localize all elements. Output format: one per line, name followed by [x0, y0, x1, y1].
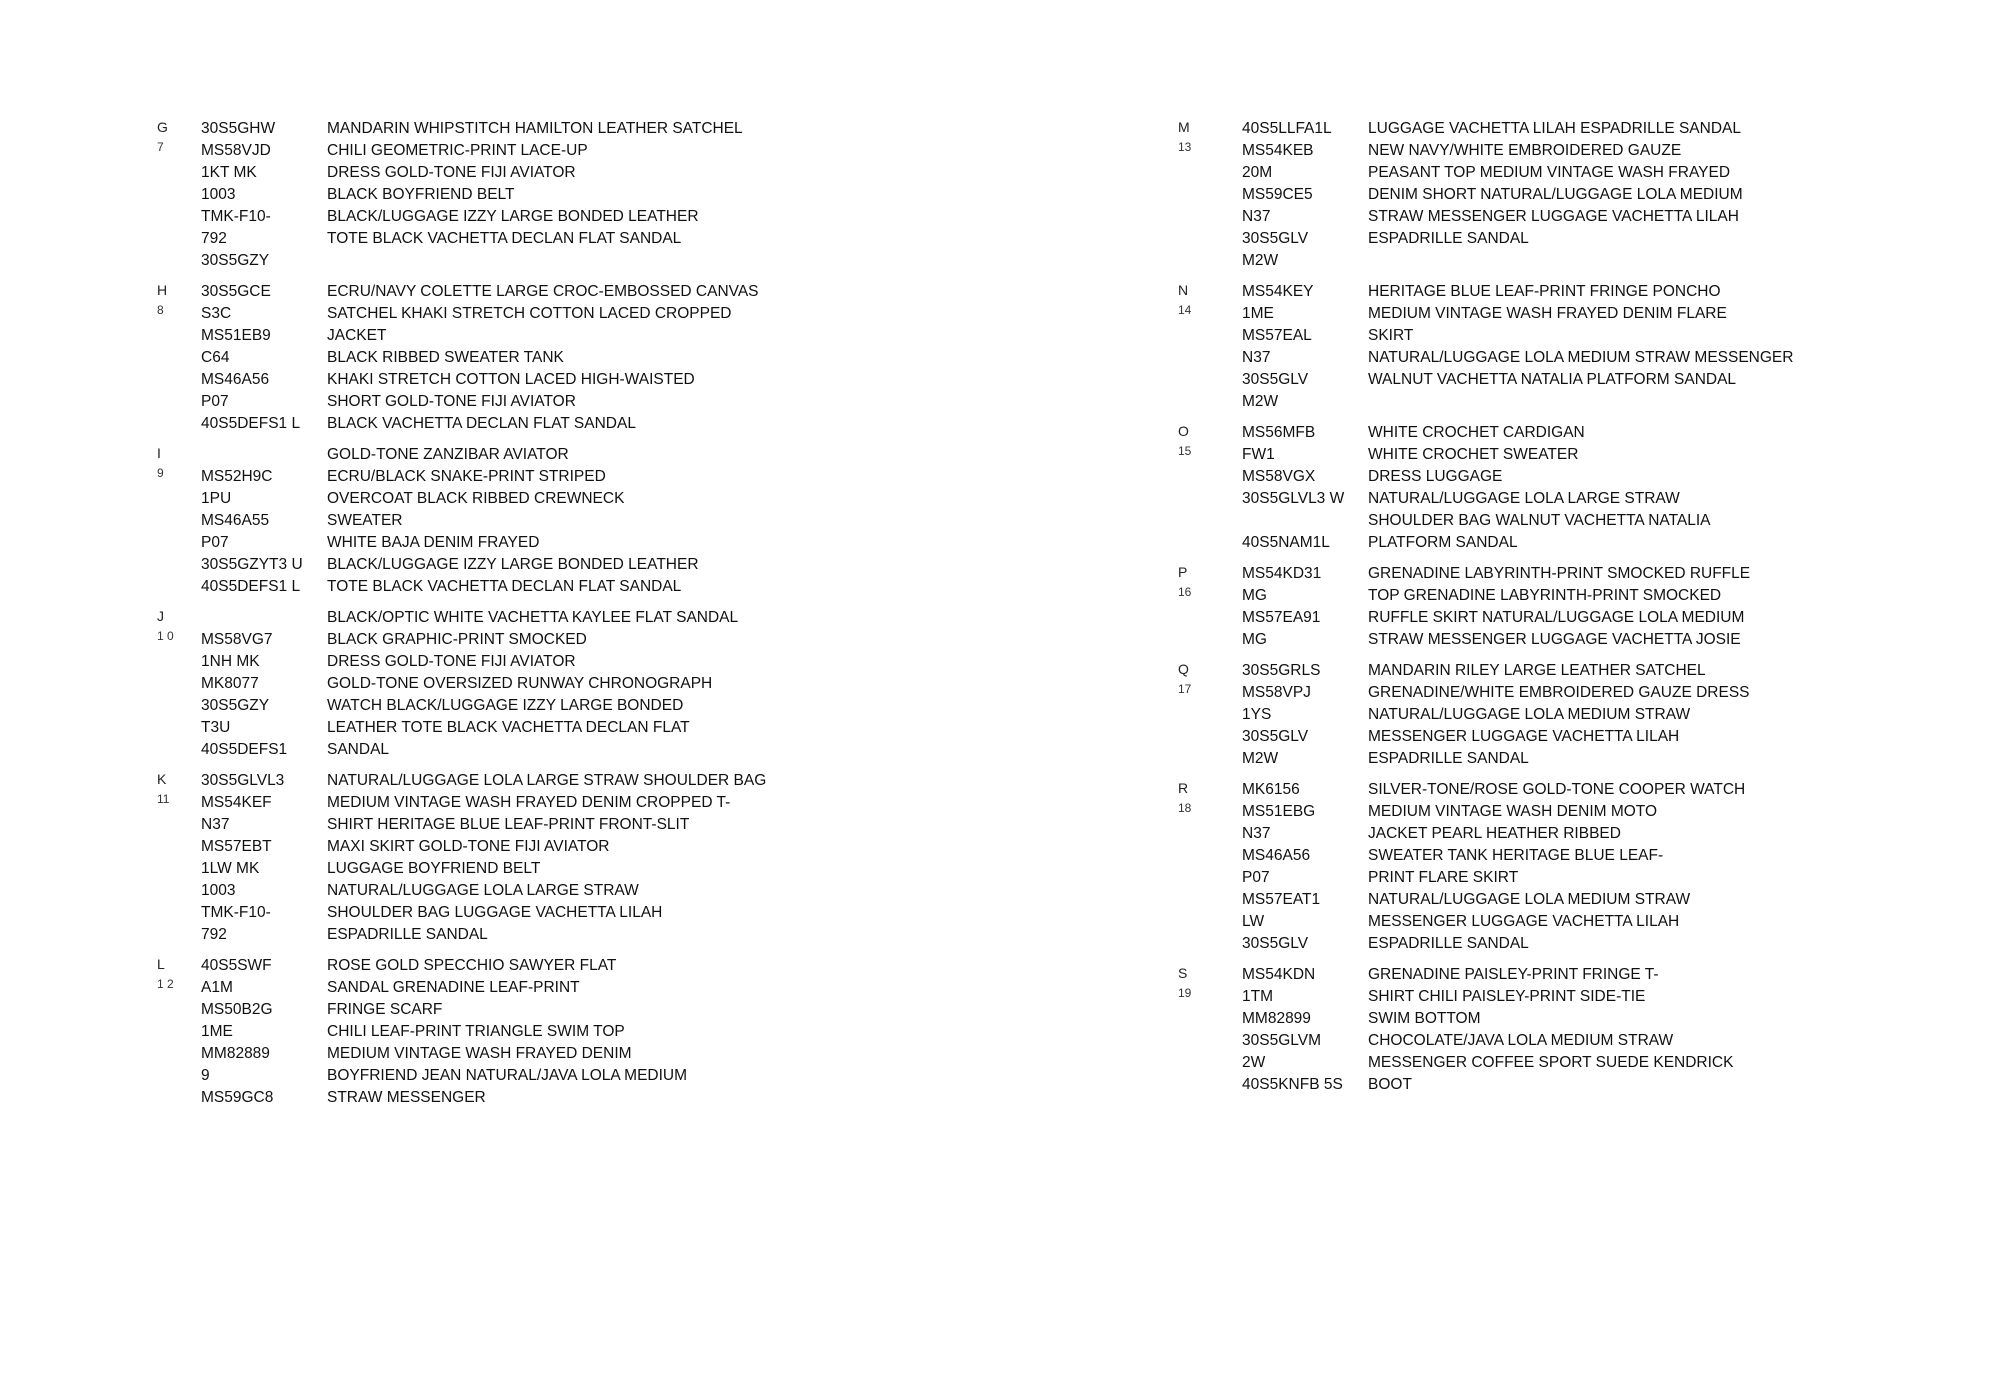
list-item	[157, 902, 1057, 924]
item-description: BLACK BOYFRIEND BELT	[327, 186, 515, 203]
item-description: CHILI LEAF-PRINT TRIANGLE SWIM TOP	[327, 1023, 625, 1040]
list-item	[1178, 140, 1938, 162]
item-description: FRINGE SCARF	[327, 1001, 443, 1018]
item-sku: 30S5GLV	[1242, 728, 1309, 745]
item-sku: MS57EAL	[1242, 327, 1312, 344]
list-item	[157, 695, 1057, 717]
list-item	[1178, 1030, 1938, 1052]
item-sku: MS54KD31	[1242, 565, 1322, 582]
list-item	[1178, 228, 1938, 250]
list-item	[1178, 779, 1938, 801]
list-item	[157, 554, 1057, 576]
item-sku: MM82889	[201, 1045, 270, 1062]
item-description: KHAKI STRETCH COTTON LACED HIGH-WAISTED	[327, 371, 695, 388]
item-sku: LW	[1242, 913, 1265, 930]
list-item	[1178, 444, 1938, 466]
item-sku: MS51EBG	[1242, 803, 1316, 820]
list-item	[1178, 303, 1938, 325]
list-item	[1178, 704, 1938, 726]
item-sku: 792	[201, 230, 227, 247]
item-description: LUGGAGE VACHETTA LILAH ESPADRILLE SANDAL	[1368, 120, 1741, 137]
item-description: STRAW MESSENGER LUGGAGE VACHETTA LILAH	[1368, 208, 1739, 225]
section-group	[1178, 281, 1938, 413]
section-letter: L	[157, 956, 165, 972]
item-sku: MS52H9C	[201, 468, 273, 485]
section-number: 1 0	[157, 629, 174, 643]
section-number: 18	[1178, 801, 1192, 815]
section-group	[1178, 422, 1938, 554]
list-item	[1178, 867, 1938, 889]
section-group	[157, 281, 1057, 435]
item-sku: 40S5NAM1L	[1242, 534, 1330, 551]
item-sku: MG	[1242, 631, 1267, 648]
list-item	[1178, 162, 1938, 184]
item-description: STRAW MESSENGER	[327, 1089, 486, 1106]
section-letter: R	[1178, 780, 1189, 796]
list-item	[157, 1087, 1057, 1109]
list-item	[157, 1043, 1057, 1065]
list-item	[157, 140, 1057, 162]
item-description: DRESS GOLD-TONE FIJI AVIATOR	[327, 653, 576, 670]
list-item	[1178, 206, 1938, 228]
item-sku: MS58VPJ	[1242, 684, 1311, 701]
item-description: BLACK/OPTIC WHITE VACHETTA KAYLEE FLAT SANDAL	[327, 609, 739, 626]
section-letter: G	[157, 119, 168, 135]
item-description: NATURAL/LUGGAGE LOLA LARGE STRAW	[1368, 490, 1680, 507]
item-sku: 30S5GRLS	[1242, 662, 1321, 679]
item-sku: 30S5GZY	[201, 697, 270, 714]
section-number: 19	[1178, 986, 1192, 1000]
list-item	[1178, 184, 1938, 206]
section-letter: P	[1178, 564, 1188, 580]
section-letter: N	[1178, 282, 1189, 298]
list-item	[157, 924, 1057, 946]
section-number: 14	[1178, 303, 1192, 317]
section-group	[157, 607, 1057, 761]
item-sku: 1003	[201, 882, 236, 899]
list-item	[1178, 748, 1938, 770]
item-description: HERITAGE BLUE LEAF-PRINT FRINGE PONCHO	[1368, 283, 1721, 300]
list-item	[1178, 629, 1938, 651]
list-item	[157, 391, 1057, 413]
section-letter: Q	[1178, 661, 1189, 677]
list-item	[157, 858, 1057, 880]
item-description: NATURAL/LUGGAGE LOLA MEDIUM STRAW	[1368, 706, 1691, 723]
list-item	[1178, 933, 1938, 955]
item-description: MESSENGER LUGGAGE VACHETTA LILAH	[1368, 728, 1680, 745]
item-description: GRENADINE PAISLEY-PRINT FRINGE T-	[1368, 966, 1659, 983]
list-item	[157, 325, 1057, 347]
item-description: SWEATER TANK HERITAGE BLUE LEAF-	[1368, 847, 1664, 864]
item-description: BLACK RIBBED SWEATER TANK	[327, 349, 564, 366]
item-description: CHILI GEOMETRIC-PRINT LACE-UP	[327, 142, 588, 159]
list-item	[1178, 682, 1938, 704]
section-number: 13	[1178, 140, 1192, 154]
item-sku: MS54KEB	[1242, 142, 1314, 159]
item-sku: 30S5GZYT3 U	[201, 556, 303, 573]
list-item	[1178, 911, 1938, 933]
list-item	[157, 184, 1057, 206]
section-group	[1178, 563, 1938, 651]
list-item	[157, 250, 1057, 272]
list-item	[1178, 1052, 1938, 1074]
item-sku: P07	[1242, 869, 1270, 886]
list-item	[157, 1065, 1057, 1087]
list-item	[1178, 347, 1938, 369]
item-sku: 1YS	[1242, 706, 1272, 723]
item-sku: 30S5GLVM	[1242, 1032, 1321, 1049]
section-number: 7	[157, 140, 164, 154]
section-group	[1178, 779, 1938, 955]
item-sku: 2W	[1242, 1054, 1266, 1071]
item-description: PEASANT TOP MEDIUM VINTAGE WASH FRAYED	[1368, 164, 1731, 181]
item-sku: M2W	[1242, 750, 1279, 767]
list-item	[157, 118, 1057, 140]
section-letter: S	[1178, 965, 1188, 981]
list-item	[1178, 563, 1938, 585]
list-item	[157, 1021, 1057, 1043]
item-sku: 30S5GHW	[201, 120, 276, 137]
section-number: 16	[1178, 585, 1192, 599]
item-sku: MS46A55	[201, 512, 270, 529]
item-sku: 40S5SWF	[201, 957, 272, 974]
list-item	[1178, 1074, 1938, 1096]
list-item	[1178, 585, 1938, 607]
item-description: STRAW MESSENGER LUGGAGE VACHETTA JOSIE	[1368, 631, 1741, 648]
item-sku: 40S5DEFS1 L	[201, 578, 301, 595]
item-sku: 30S5GLV	[1242, 935, 1309, 952]
item-description: GRENADINE/WHITE EMBROIDERED GAUZE DRESS	[1368, 684, 1750, 701]
item-description: NEW NAVY/WHITE EMBROIDERED GAUZE	[1368, 142, 1682, 159]
item-sku: 40S5LLFA1L	[1242, 120, 1332, 137]
list-item	[1178, 466, 1938, 488]
item-description: MEDIUM VINTAGE WASH DENIM MOTO	[1368, 803, 1658, 820]
list-item	[1178, 889, 1938, 911]
item-description: RUFFLE SKIRT NATURAL/LUGGAGE LOLA MEDIUM	[1368, 609, 1745, 626]
item-description: BLACK/LUGGAGE IZZY LARGE BONDED LEATHER	[327, 208, 699, 225]
item-description: SWIM BOTTOM	[1368, 1010, 1481, 1027]
item-sku: C64	[201, 349, 230, 366]
item-description: TOTE BLACK VACHETTA DECLAN FLAT SANDAL	[327, 230, 682, 247]
item-sku	[1242, 510, 1368, 513]
item-sku: MS51EB9	[201, 327, 271, 344]
item-sku: FW1	[1242, 446, 1275, 463]
item-sku: 30S5GLVL3 W	[1242, 490, 1345, 507]
item-sku: 30S5GLV	[1242, 371, 1309, 388]
item-sku: MS58VJD	[201, 142, 271, 159]
list-item	[1178, 823, 1938, 845]
item-description: DRESS GOLD-TONE FIJI AVIATOR	[327, 164, 576, 181]
section-letter: M	[1178, 119, 1190, 135]
list-item	[157, 607, 1057, 629]
item-description: SKIRT	[1368, 327, 1414, 344]
item-sku: 40S5DEFS1	[201, 741, 288, 758]
list-item	[157, 369, 1057, 391]
item-description: SANDAL	[327, 741, 390, 758]
item-description: PRINT FLARE SKIRT	[1368, 869, 1519, 886]
item-sku: M2W	[1242, 252, 1279, 269]
item-sku: TMK-F10-	[201, 904, 271, 921]
item-description: WHITE CROCHET SWEATER	[1368, 446, 1579, 463]
item-description: TOP GRENADINE LABYRINTH-PRINT SMOCKED	[1368, 587, 1722, 604]
list-item	[157, 488, 1057, 510]
item-sku: 1003	[201, 186, 236, 203]
item-description: ESPADRILLE SANDAL	[1368, 750, 1529, 767]
list-item	[157, 770, 1057, 792]
item-description: MANDARIN WHIPSTITCH HAMILTON LEATHER SATCHEL	[327, 120, 743, 137]
list-item	[157, 162, 1057, 184]
item-description: DRESS LUGGAGE	[1368, 468, 1503, 485]
item-sku: N37	[201, 816, 230, 833]
list-item	[1178, 281, 1938, 303]
list-item	[157, 303, 1057, 325]
item-sku: 1ME	[201, 1023, 233, 1040]
section-group	[157, 955, 1057, 1109]
item-description: GRENADINE LABYRINTH-PRINT SMOCKED RUFFLE	[1368, 565, 1751, 582]
item-sku: MS58VGX	[1242, 468, 1316, 485]
item-sku: MS57EAT1	[1242, 891, 1321, 908]
item-description: MEDIUM VINTAGE WASH FRAYED DENIM	[327, 1045, 632, 1062]
item-sku: MK6156	[1242, 781, 1300, 798]
item-sku: MS59GC8	[201, 1089, 274, 1106]
item-sku: 30S5GLV	[1242, 230, 1309, 247]
list-item	[1178, 726, 1938, 748]
item-sku: 30S5GCE	[201, 283, 271, 300]
item-description: SHIRT HERITAGE BLUE LEAF-PRINT FRONT-SLIT	[327, 816, 690, 833]
item-description: ESPADRILLE SANDAL	[327, 926, 488, 943]
item-description	[327, 250, 1057, 253]
section-number: 8	[157, 303, 164, 317]
section-letter: O	[1178, 423, 1189, 439]
item-sku: MS56MFB	[1242, 424, 1316, 441]
item-description: BLACK GRAPHIC-PRINT SMOCKED	[327, 631, 587, 648]
item-sku: N37	[1242, 208, 1271, 225]
item-sku: 30S5GLVL3	[201, 772, 285, 789]
item-description: BLACK/LUGGAGE IZZY LARGE BONDED LEATHER	[327, 556, 699, 573]
item-sku: MS50B2G	[201, 1001, 273, 1018]
item-description: SATCHEL KHAKI STRETCH COTTON LACED CROPPED	[327, 305, 732, 322]
section-letter: K	[157, 771, 167, 787]
item-sku: 30S5GZY	[201, 252, 270, 269]
item-description: JACKET PEARL HEATHER RIBBED	[1368, 825, 1621, 842]
list-item	[1178, 986, 1938, 1008]
list-item	[157, 977, 1057, 999]
item-description: BLACK VACHETTA DECLAN FLAT SANDAL	[327, 415, 636, 432]
list-item	[1178, 510, 1938, 532]
left-column	[157, 118, 1057, 1118]
list-item	[1178, 391, 1938, 413]
item-sku: MG	[1242, 587, 1267, 604]
item-description: MESSENGER LUGGAGE VACHETTA LILAH	[1368, 913, 1680, 930]
section-number: 17	[1178, 682, 1192, 696]
list-item	[157, 206, 1057, 228]
list-item	[157, 814, 1057, 836]
item-description: TOTE BLACK VACHETTA DECLAN FLAT SANDAL	[327, 578, 682, 595]
item-description: BOYFRIEND JEAN NATURAL/JAVA LOLA MEDIUM	[327, 1067, 688, 1084]
item-sku: 1LW MK	[201, 860, 260, 877]
item-sku: S3C	[201, 305, 232, 322]
item-description: JACKET	[327, 327, 387, 344]
item-sku	[201, 607, 327, 610]
section-letter: I	[157, 445, 161, 461]
item-sku: 1KT MK	[201, 164, 257, 181]
list-item	[157, 717, 1057, 739]
item-description: SHOULDER BAG LUGGAGE VACHETTA LILAH	[327, 904, 663, 921]
section-group	[157, 770, 1057, 946]
list-item	[1178, 964, 1938, 986]
list-item	[1178, 660, 1938, 682]
list-item	[157, 673, 1057, 695]
item-description: SHOULDER BAG WALNUT VACHETTA NATALIA	[1368, 512, 1711, 529]
item-description: GOLD-TONE OVERSIZED RUNWAY CHRONOGRAPH	[327, 675, 713, 692]
item-sku: A1M	[201, 979, 233, 996]
list-item	[157, 532, 1057, 554]
list-item	[157, 413, 1057, 435]
section-number: 15	[1178, 444, 1192, 458]
item-sku: MS54KDN	[1242, 966, 1316, 983]
item-description: MESSENGER COFFEE SPORT SUEDE KENDRICK	[1368, 1054, 1734, 1071]
item-sku: P07	[201, 393, 229, 410]
list-item	[157, 836, 1057, 858]
item-sku: 9	[201, 1067, 210, 1084]
item-description: WHITE BAJA DENIM FRAYED	[327, 534, 540, 551]
item-description: NATURAL/LUGGAGE LOLA MEDIUM STRAW	[1368, 891, 1691, 908]
item-sku: MS57EA91	[1242, 609, 1321, 626]
list-item	[1178, 845, 1938, 867]
item-sku: 40S5KNFB 5S	[1242, 1076, 1343, 1093]
section-letter: J	[157, 608, 164, 624]
item-description: MEDIUM VINTAGE WASH FRAYED DENIM CROPPED T-	[327, 794, 731, 811]
item-sku: MS57EBT	[201, 838, 272, 855]
section-number: 11	[157, 792, 170, 806]
section-group	[1178, 118, 1938, 272]
list-item	[157, 739, 1057, 761]
item-sku: TMK-F10-	[201, 208, 271, 225]
item-description: DENIM SHORT NATURAL/LUGGAGE LOLA MEDIUM	[1368, 186, 1743, 203]
item-description: SWEATER	[327, 512, 403, 529]
item-sku: MK8077	[201, 675, 259, 692]
item-sku: 1NH MK	[201, 653, 260, 670]
list-item	[1178, 118, 1938, 140]
section-letter: H	[157, 282, 168, 298]
item-description: MAXI SKIRT GOLD-TONE FIJI AVIATOR	[327, 838, 610, 855]
item-sku: 20M	[1242, 164, 1273, 181]
right-column	[1178, 118, 1938, 1105]
item-sku: N37	[1242, 825, 1271, 842]
list-item	[1178, 369, 1938, 391]
section-group	[1178, 964, 1938, 1096]
section-group	[157, 444, 1057, 598]
item-sku: MS46A56	[1242, 847, 1311, 864]
item-description: LEATHER TOTE BLACK VACHETTA DECLAN FLAT	[327, 719, 690, 736]
list-item	[1178, 422, 1938, 444]
item-description: ESPADRILLE SANDAL	[1368, 935, 1529, 952]
item-description: WALNUT VACHETTA NATALIA PLATFORM SANDAL	[1368, 371, 1737, 388]
item-sku: 40S5DEFS1 L	[201, 415, 301, 432]
item-description: OVERCOAT BLACK RIBBED CREWNECK	[327, 490, 625, 507]
item-description: ECRU/BLACK SNAKE-PRINT STRIPED	[327, 468, 606, 485]
item-description: SHIRT CHILI PAISLEY-PRINT SIDE-TIE	[1368, 988, 1646, 1005]
list-item	[157, 444, 1057, 466]
section-number: 9	[157, 466, 164, 480]
item-sku	[201, 444, 327, 447]
item-description: ROSE GOLD SPECCHIO SAWYER FLAT	[327, 957, 617, 974]
item-sku: 1PU	[201, 490, 232, 507]
list-item	[1178, 607, 1938, 629]
item-description: ESPADRILLE SANDAL	[1368, 230, 1529, 247]
item-description	[1368, 391, 1938, 394]
item-sku: M2W	[1242, 393, 1279, 410]
item-description	[1368, 250, 1938, 253]
list-item	[157, 466, 1057, 488]
item-description: SILVER-TONE/ROSE GOLD-TONE COOPER WATCH	[1368, 781, 1746, 798]
item-description: NATURAL/LUGGAGE LOLA MEDIUM STRAW MESSENGER	[1368, 349, 1794, 366]
item-sku: P07	[201, 534, 229, 551]
list-item	[157, 510, 1057, 532]
item-sku: MS46A56	[201, 371, 270, 388]
list-item	[157, 792, 1057, 814]
list-item	[157, 629, 1057, 651]
list-item	[157, 651, 1057, 673]
item-description: ECRU/NAVY COLETTE LARGE CROC-EMBOSSED CANVAS	[327, 283, 759, 300]
item-description: SHORT GOLD-TONE FIJI AVIATOR	[327, 393, 576, 410]
list-item	[1178, 1008, 1938, 1030]
list-item	[157, 880, 1057, 902]
list-item	[1178, 801, 1938, 823]
section-number: 1 2	[157, 977, 174, 991]
item-description: MEDIUM VINTAGE WASH FRAYED DENIM FLARE	[1368, 305, 1727, 322]
list-item	[157, 228, 1057, 250]
item-description: BOOT	[1368, 1076, 1412, 1093]
list-item	[1178, 250, 1938, 272]
item-description: WHITE CROCHET CARDIGAN	[1368, 424, 1585, 441]
item-sku: MS54KEF	[201, 794, 272, 811]
item-description: NATURAL/LUGGAGE LOLA LARGE STRAW SHOULDER BAG	[327, 772, 767, 789]
list-item	[157, 347, 1057, 369]
item-description: WATCH BLACK/LUGGAGE IZZY LARGE BONDED	[327, 697, 684, 714]
item-sku: MS59CE5	[1242, 186, 1313, 203]
list-item	[1178, 488, 1938, 510]
section-group	[157, 118, 1057, 272]
list-item	[157, 955, 1057, 977]
list-item	[157, 281, 1057, 303]
list-item	[157, 576, 1057, 598]
item-sku: MM82899	[1242, 1010, 1311, 1027]
item-sku: 1TM	[1242, 988, 1273, 1005]
item-sku: MS54KEY	[1242, 283, 1314, 300]
list-item	[157, 999, 1057, 1021]
item-description: CHOCOLATE/JAVA LOLA MEDIUM STRAW	[1368, 1032, 1674, 1049]
list-item	[1178, 532, 1938, 554]
item-sku: 1ME	[1242, 305, 1274, 322]
item-sku: N37	[1242, 349, 1271, 366]
item-sku: 792	[201, 926, 227, 943]
list-item	[1178, 325, 1938, 347]
item-description: GOLD-TONE ZANZIBAR AVIATOR	[327, 446, 569, 463]
section-group	[1178, 660, 1938, 770]
item-sku: T3U	[201, 719, 231, 736]
item-description: NATURAL/LUGGAGE LOLA LARGE STRAW	[327, 882, 639, 899]
item-description: MANDARIN RILEY LARGE LEATHER SATCHEL	[1368, 662, 1706, 679]
item-description: LUGGAGE BOYFRIEND BELT	[327, 860, 541, 877]
item-description: PLATFORM SANDAL	[1368, 534, 1518, 551]
item-sku: MS58VG7	[201, 631, 273, 648]
item-description: SANDAL GRENADINE LEAF-PRINT	[327, 979, 580, 996]
